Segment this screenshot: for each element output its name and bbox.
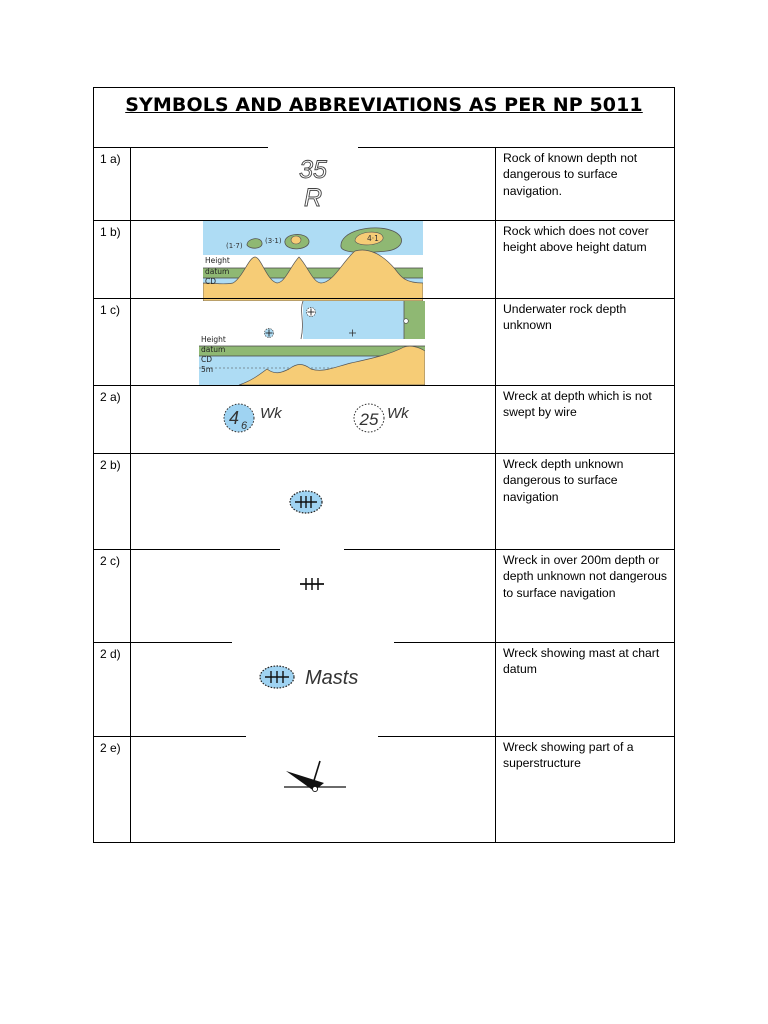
row-id: 1 b) (100, 225, 121, 239)
profile-label: Height (205, 256, 230, 265)
masts-label: Masts (305, 667, 359, 689)
row-id-cell (94, 299, 131, 386)
wreck-abbreviation: Wk (387, 405, 409, 422)
symbols-table (93, 87, 675, 843)
wreck-abbreviation: Wk (260, 405, 282, 422)
description-cell (495, 386, 674, 454)
table-row (93, 385, 675, 454)
wreck-masts-symbol (232, 641, 394, 711)
row-id: 2 b) (100, 458, 121, 472)
row-description: Wreck showing part of a superstructure (503, 740, 634, 771)
row-id-cell (94, 221, 131, 299)
profile-label: datum (201, 345, 226, 354)
row-id-cell (94, 643, 131, 737)
underwater-rock-symbol (199, 301, 425, 385)
table-row (93, 220, 675, 299)
non-dangerous-wreck-symbol (280, 548, 344, 608)
rock-not-cover-symbol (203, 221, 423, 301)
description-cell (495, 221, 674, 299)
row-description: Wreck depth unknown dangerous to surface navigation (503, 457, 624, 504)
table-row (93, 147, 675, 221)
row-description: Rock of known depth not dangerous to surface navigation. (503, 151, 638, 198)
row-id: 1 c) (100, 303, 121, 317)
drying-height-label: (1·7) (226, 242, 243, 250)
description-cell (495, 299, 674, 386)
description-cell (495, 148, 674, 221)
table-row (93, 642, 675, 737)
wreck-known-depth-symbol (199, 388, 429, 458)
row-id: 2 a) (100, 390, 121, 404)
title-row (93, 87, 675, 148)
wreck-superstructure-symbol (246, 735, 378, 815)
description-cell (495, 550, 674, 643)
drying-height-label: (3·1) (265, 237, 282, 245)
profile-label: 5m (201, 365, 214, 374)
table-row (93, 298, 675, 386)
row-description: Rock which does not cover height above height datum (503, 224, 649, 255)
wreck-depth-decimal: 6 (240, 420, 248, 432)
row-description: Wreck at depth which is not swept by wire (503, 389, 652, 420)
page-title: SYMBOLS AND ABBREVIATIONS AS PER NP 5011 (125, 94, 643, 116)
rock-abbreviation: R (303, 184, 323, 212)
rock-known-depth-symbol (268, 146, 358, 212)
row-description: Underwater rock depth unknown (503, 302, 627, 333)
profile-label: datum (205, 267, 230, 276)
row-id: 1 a) (100, 152, 121, 166)
row-id: 2 e) (100, 741, 121, 755)
table-row (93, 549, 675, 643)
description-cell (495, 737, 674, 842)
row-id-cell (94, 737, 131, 842)
row-id: 2 c) (100, 554, 121, 568)
row-id-cell (94, 386, 131, 454)
wreck-depth-figure: 4 (228, 408, 240, 428)
row-description: Wreck showing mast at chart datum (503, 646, 660, 677)
profile-label: Height (201, 335, 226, 344)
row-id-cell (94, 550, 131, 643)
dangerous-wreck-symbol (199, 454, 427, 548)
description-cell (495, 454, 674, 550)
wreck-depth-figure: 25 (359, 410, 379, 429)
row-id-cell (94, 454, 131, 550)
row-id-cell (94, 148, 131, 221)
table-row (93, 736, 675, 843)
table-row (93, 453, 675, 550)
rock-height-label: 4·1 (367, 234, 379, 243)
row-id: 2 d) (100, 647, 121, 661)
profile-label: CD (205, 277, 217, 286)
profile-label: CD (201, 355, 213, 364)
description-cell (495, 643, 674, 737)
row-description: Wreck in over 200m depth or depth unknown not dangerous to surface navigation (503, 553, 667, 600)
rock-depth-figure: 35 (299, 156, 327, 184)
